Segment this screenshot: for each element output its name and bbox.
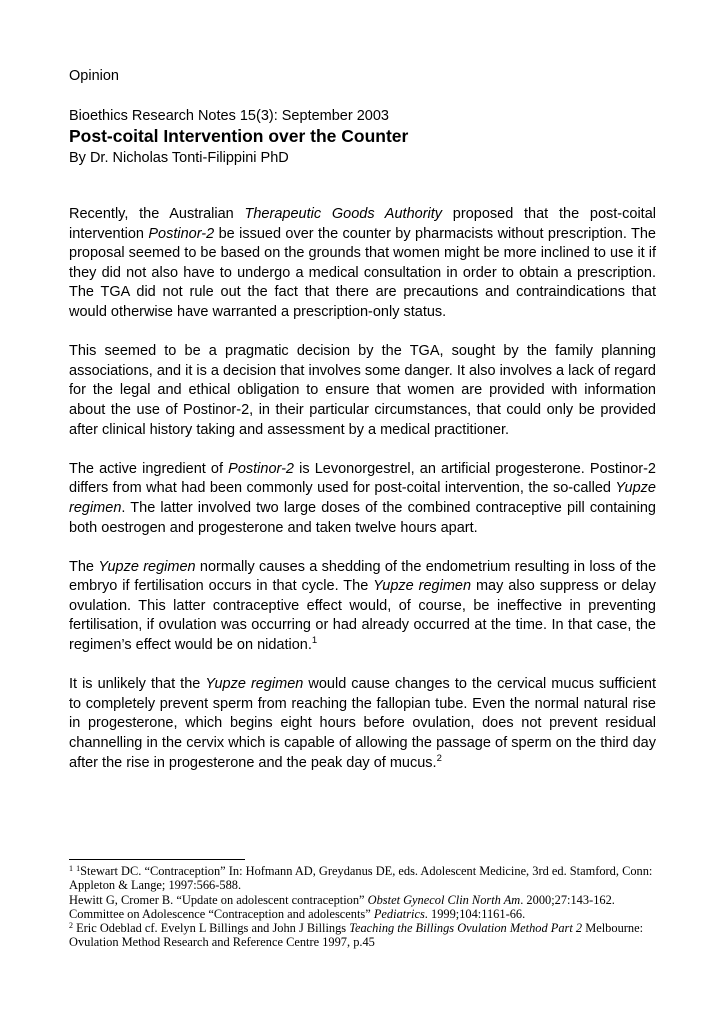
section-label: Opinion bbox=[69, 68, 119, 84]
footnote-1-ref-3: Committee on Adolescence “Contraception and adolescents” Pediatrics. 1999;104:1161-66. bbox=[69, 906, 526, 921]
footnote-ref-2[interactable]: 2 bbox=[436, 752, 442, 764]
footnote-1-ref-2: Hewitt G, Cromer B. “Update on adolescent contraception” Obstet Gynecol Clin North Am. 2000;27:143-162. bbox=[69, 892, 615, 907]
footnote-ref-1[interactable]: 1 bbox=[311, 635, 318, 647]
paragraph-5: It is unlikely that the Yupze regimen would cause changes to the cervical mucus sufficient to completely prevent sperm from reaching the fallopian tube. Even the normal natural rise in progesterone, which begins eight hours before ovulation, does not prevent residual channelling in the cervix which is capable of allowing the passage of sperm on the third day after the rise in progesterone and the peak day of mucus.$^2$ bbox=[69, 676, 656, 771]
footnotes bbox=[69, 864, 669, 950]
paragraph-1: Recently, the Australian Therapeutic Goods Authority proposed that the post-coital intervention Postinor-2 be issued over the counter by pharmacists without prescription. The proposal seemed to be based on the grounds that women might be more inclined to use it if they did not also have to undergo a medical consultation in order to obtain a prescription. The TGA did not rule out the fact that there are precautions and contraindications that would otherwise have warranted a prescription-only status. bbox=[69, 206, 656, 320]
paragraph-3: The active ingredient of Postinor-2 is Levonorgestrel, an artificial progesterone. Postinor-2 differs from what had been commonly used for post-coital intervention, the so-called Yupze regimen. The latter involved two large doses of the combined contraceptive pill containing both oestrogen and progesterone and taken twelve hours apart. bbox=[69, 460, 656, 536]
paragraph-4: The Yupze regimen normally causes a shedding of the endometrium resulting in loss of the embryo if fertilisation occurs in that cycle. The Yupze regimen may also suppress or delay ovulation. This latter contraceptive effect would, of course, be ineffective in preventing fertilisation, if ovulation was occurring or had already occurred at the time. In that case, the regimen’s effect would be on nidation.$^1$ bbox=[69, 558, 657, 654]
footnote-2: $^2$ Eric Odeblad cf. Evelyn L Billings and John J Billings Teaching the Billings Ovulation Method Part 2 Melbourne: Ovulation Method Research and Reference Centre 1997, p.45 bbox=[69, 921, 644, 950]
footnote-1: $^1$ $^1$Stewart DC. “Contraception” In: Hofmann AD, Greydanus DE, eds. Adolescent Medicine, 3rd ed. Stamford, Conn: Appleton & Lange; 1997:566-588. bbox=[69, 864, 653, 893]
author-byline: By Dr. Nicholas Tonti-Filippini PhD bbox=[69, 150, 289, 166]
journal-citation: Bioethics Research Notes 15(3): September 2003 bbox=[69, 108, 389, 124]
paragraph-2: This seemed to be a pragmatic decision by the TGA, sought by the family planning associations, and it is a decision that involves some danger. It also involves a lack of regard for the legal and ethical obligation to ensure that women are provided with information about the use of Postinor-2, in their particular circumstances, that could only be provided after clinical history taking and assessment by a medical practitioner. bbox=[69, 343, 656, 438]
article-title: Post-coital Intervention over the Counter bbox=[69, 126, 409, 146]
article-body bbox=[69, 205, 656, 793]
footnote-divider bbox=[69, 859, 245, 860]
